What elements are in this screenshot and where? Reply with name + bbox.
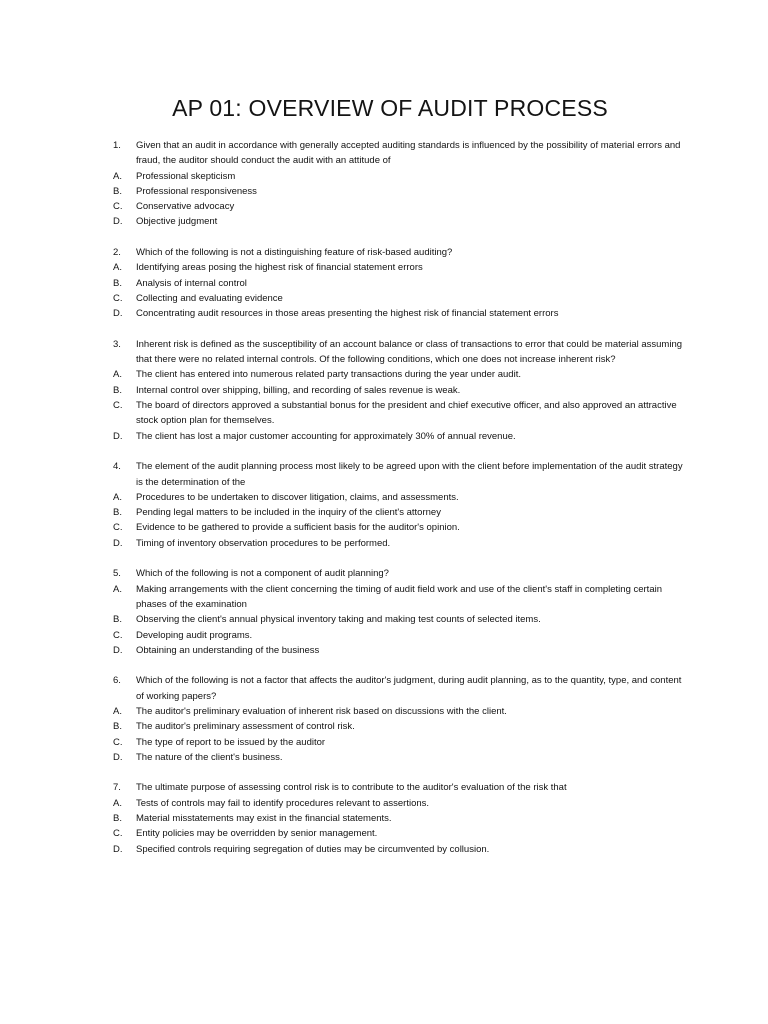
option-letter: C. xyxy=(113,629,123,641)
question-text: The element of the audit planning process most likely to be agreed upon with the client before implementation of the audit strategy is the determination of the xyxy=(136,461,683,488)
option-letter: C. xyxy=(113,292,123,304)
answer-option xyxy=(113,612,683,627)
option-text: Collecting and evaluating evidence xyxy=(136,292,283,304)
answer-option xyxy=(113,628,683,643)
answer-option xyxy=(113,383,683,398)
option-letter: D. xyxy=(113,308,123,320)
answer-option xyxy=(113,276,683,291)
answer-option xyxy=(113,398,683,429)
question-block xyxy=(113,337,683,444)
answer-option xyxy=(113,505,683,520)
answer-option xyxy=(113,367,683,382)
option-text: Professional skepticism xyxy=(136,170,236,182)
option-text: Obtaining an understanding of the business xyxy=(136,644,320,656)
answer-option xyxy=(113,643,683,658)
option-text: The client has entered into numerous related party transactions during the year under audit. xyxy=(136,369,521,381)
option-text: Professional responsiveness xyxy=(136,185,257,197)
option-text: Entity policies may be overridden by senior management. xyxy=(136,828,378,840)
option-text: The auditor's preliminary evaluation of inherent risk based on discussions with the client. xyxy=(136,705,507,717)
question-stem xyxy=(113,138,683,169)
answer-option xyxy=(113,796,683,811)
option-text: Objective judgment xyxy=(136,216,218,228)
option-letter: D. xyxy=(113,751,123,763)
option-letter: A. xyxy=(113,797,122,809)
option-letter: A. xyxy=(113,583,122,595)
question-stem xyxy=(113,566,683,581)
answer-option xyxy=(113,306,683,321)
question-block xyxy=(113,673,683,765)
option-letter: C. xyxy=(113,522,123,534)
answer-option xyxy=(113,811,683,826)
answer-option xyxy=(113,750,683,765)
option-text: Material misstatements may exist in the financial statements. xyxy=(136,813,392,825)
option-letter: B. xyxy=(113,721,122,733)
answer-option xyxy=(113,184,683,199)
question-number: 5. xyxy=(113,568,121,580)
question-list xyxy=(113,138,683,872)
option-letter: D. xyxy=(113,537,123,549)
option-letter: C. xyxy=(113,828,123,840)
option-letter: A. xyxy=(113,491,122,503)
question-number: 4. xyxy=(113,461,121,473)
answer-option xyxy=(113,291,683,306)
option-letter: C. xyxy=(113,201,123,213)
answer-option xyxy=(113,842,683,857)
page-title: AP 01: OVERVIEW OF AUDIT PROCESS xyxy=(172,95,608,121)
option-text: The nature of the client's business. xyxy=(136,751,283,763)
option-letter: B. xyxy=(113,813,122,825)
question-text: Given that an audit in accordance with generally accepted auditing standards is influenced by the possibility of material errors and fraud, the auditor should conduct the audit with an attitude of xyxy=(136,140,681,167)
option-text: Analysis of internal control xyxy=(136,277,247,289)
option-letter: A. xyxy=(113,369,122,381)
option-text: Timing of inventory observation procedures to be performed. xyxy=(136,537,391,549)
option-letter: A. xyxy=(113,705,122,717)
question-stem xyxy=(113,673,683,704)
option-letter: B. xyxy=(113,185,122,197)
question-text: Inherent risk is defined as the susceptibility of an account balance or class of transactions to error that could be material assuming that there were no related internal controls. Of the following conditions, which one does not increase inherent risk? xyxy=(136,338,683,366)
question-number: 6. xyxy=(113,675,121,687)
answer-option xyxy=(113,199,683,214)
option-letter: A. xyxy=(113,262,122,274)
question-number: 1. xyxy=(113,140,121,151)
option-letter: C. xyxy=(113,400,123,412)
answer-option xyxy=(113,260,683,275)
option-text: Pending legal matters to be included in the inquiry of the client's attorney xyxy=(136,507,441,519)
answer-option xyxy=(113,490,683,505)
option-letter: D. xyxy=(113,644,123,656)
option-text: Conservative advocacy xyxy=(136,201,235,213)
question-text: Which of the following is not a component of audit planning? xyxy=(136,568,389,580)
option-text: The auditor's preliminary assessment of control risk. xyxy=(136,721,355,733)
option-text: Developing audit programs. xyxy=(136,629,253,641)
option-letter: B. xyxy=(113,507,122,519)
option-text: Internal control over shipping, billing, and recording of sales revenue is weak. xyxy=(136,384,461,396)
question-text: Which of the following is not a factor that affects the auditor's judgment, during audit planning, as to the quantity, type, and content of working papers? xyxy=(136,675,682,702)
answer-option xyxy=(113,582,683,613)
answer-option xyxy=(113,429,683,444)
option-text: Specified controls requiring segregation of duties may be circumvented by collusion. xyxy=(136,843,490,855)
option-text: The board of directors approved a substantial bonus for the president and chief executive officer, and also approved an attractive stock option plan for themselves. xyxy=(136,400,677,427)
question-block xyxy=(113,245,683,321)
question-text: The ultimate purpose of assessing control risk is to contribute to the auditor's evaluation of the risk that xyxy=(136,782,567,794)
question-block xyxy=(113,459,683,551)
option-text: Identifying areas posing the highest risk of financial statement errors xyxy=(136,262,423,274)
question-block xyxy=(113,138,683,230)
answer-option xyxy=(113,826,683,841)
answer-option xyxy=(113,704,683,719)
option-text: Concentrating audit resources in those areas presenting the highest risk of financial statement errors xyxy=(136,308,559,320)
option-letter: D. xyxy=(113,843,123,855)
question-stem xyxy=(113,245,683,260)
option-text: Procedures to be undertaken to discover litigation, claims, and assessments. xyxy=(136,491,459,503)
option-letter: B. xyxy=(113,384,122,396)
option-text: Tests of controls may fail to identify procedures relevant to assertions. xyxy=(136,797,430,809)
option-letter: D. xyxy=(113,216,123,228)
option-letter: C. xyxy=(113,736,123,748)
question-stem xyxy=(113,780,683,795)
question-number: 2. xyxy=(113,247,121,259)
option-letter: D. xyxy=(113,430,123,442)
option-letter: A. xyxy=(113,170,122,182)
option-text: Making arrangements with the client concerning the timing of audit field work and use of the client's staff in completing certain phases of the examination xyxy=(136,583,663,610)
answer-option xyxy=(113,719,683,734)
option-letter: B. xyxy=(113,614,122,626)
answer-option xyxy=(113,214,683,229)
option-text: Observing the client's annual physical inventory taking and making test counts of selected items. xyxy=(136,614,541,626)
question-block xyxy=(113,780,683,856)
answer-option xyxy=(113,520,683,535)
question-stem xyxy=(113,459,683,490)
option-letter: B. xyxy=(113,277,122,289)
answer-option xyxy=(113,169,683,184)
option-text: Evidence to be gathered to provide a sufficient basis for the auditor's opinion. xyxy=(136,522,460,534)
answer-option xyxy=(113,735,683,750)
question-number: 7. xyxy=(113,782,121,794)
question-number: 3. xyxy=(113,338,121,350)
answer-option xyxy=(113,536,683,551)
question-text: Which of the following is not a distinguishing feature of risk-based auditing? xyxy=(136,247,453,259)
option-text: The client has lost a major customer accounting for approximately 30% of annual revenue. xyxy=(136,430,516,442)
question-block xyxy=(113,566,683,658)
question-stem xyxy=(113,337,683,368)
option-text: The type of report to be issued by the auditor xyxy=(136,736,326,748)
